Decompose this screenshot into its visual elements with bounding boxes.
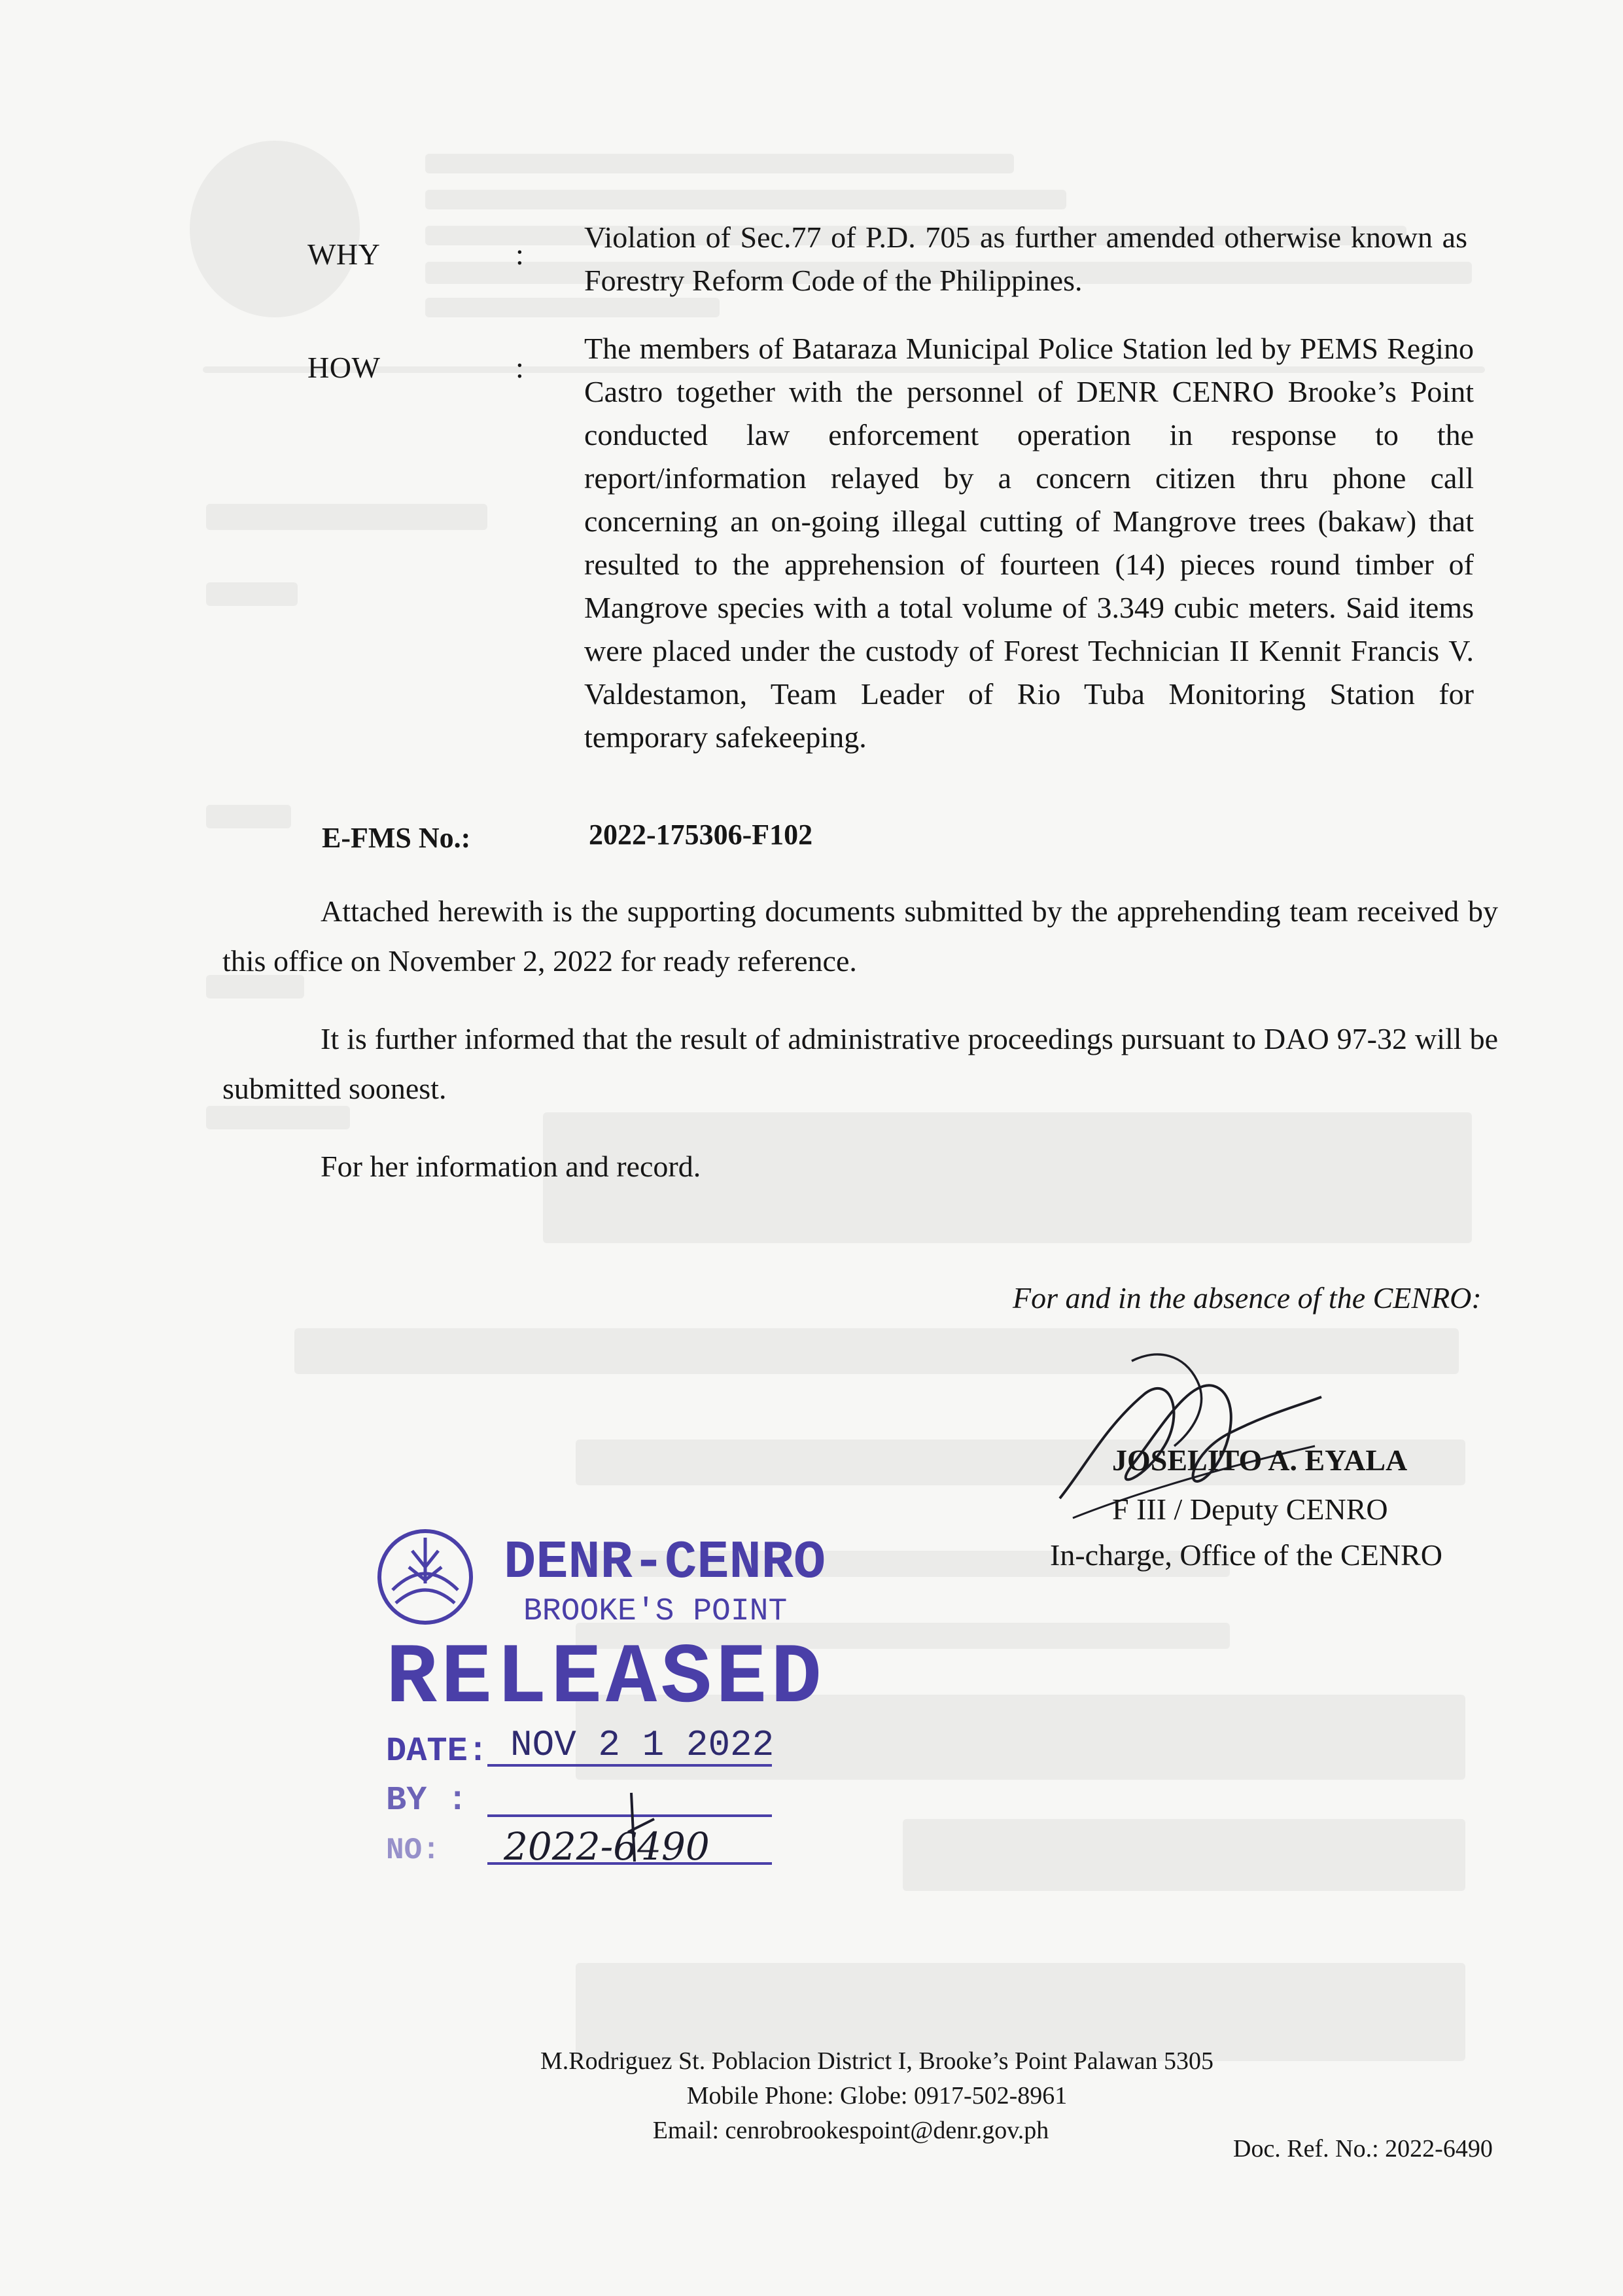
stamp-date-value: NOV 2 1 2022 <box>510 1724 775 1766</box>
stamp-by-label: BY : <box>386 1781 468 1820</box>
stamp-status: RELEASED <box>386 1631 826 1727</box>
released-stamp <box>373 1505 844 1871</box>
how-label: HOW <box>307 351 381 384</box>
stamp-agency: DENR-CENRO <box>504 1532 826 1593</box>
signatory-office: In-charge, Office of the CENRO <box>1050 1538 1442 1572</box>
stamp-no-label: NO: <box>386 1833 440 1867</box>
footer-email: Email: cenrobrookespoint@denr.gov.ph <box>652 2117 1049 2144</box>
signatory-preface: For and in the absence of the CENRO: <box>1013 1281 1482 1315</box>
body-paragraph-information: For her information and record. <box>321 1150 701 1183</box>
stamp-location: BROOKE'S POINT <box>523 1594 788 1629</box>
doc-ref-number: Doc. Ref. No.: 2022-6490 <box>1233 2135 1493 2163</box>
body-paragraph-further: It is further informed that the result of administrative proceedings pursuant to DAO 97-32 will be submitted soonest. <box>222 1022 1498 1105</box>
footer-phone: Mobile Phone: Globe: 0917-502-8961 <box>686 2082 1068 2110</box>
stamp-handwritten-ref: 2022-6490 <box>504 1824 710 1869</box>
signatory-title: F III / Deputy CENRO <box>1112 1492 1388 1526</box>
body-paragraph-attached: Attached herewith is the supporting documents submitted by the apprehending team received by this office on November 2, 2022 for ready reference. <box>222 894 1498 978</box>
footer-address: M.Rodriguez St. Poblacion District I, Brooke’s Point Palawan 5305 <box>540 2047 1214 2075</box>
signatory-name: JOSELITO A. EYALA <box>1112 1443 1408 1477</box>
why-label: WHY <box>307 238 381 271</box>
stamp-date-label: DATE: <box>386 1732 489 1771</box>
efms-number: 2022-175306-F102 <box>589 819 813 851</box>
why-colon: : <box>515 238 524 271</box>
how-text: The members of Bataraza Municipal Police Station led by PEMS Regino Castro together with the personnel of DENR CENRO Brooke’s Point conducted law enforcement operation in response to the report/information relayed by a concern citizen thru phone call concerning an on-going illegal cutting of Mangrove trees (bakaw) that resulted to the apprehension of fourteen (14) pieces round timber of Mangrove species with a total volume of 3.349 cubic meters. Said items were placed under the custody of Forest Technician II Kennit Francis V. Valdestamon, Team Leader of Rio Tuba Monitoring Station for temporary safekeeping. <box>584 332 1474 754</box>
efms-label: E-FMS No.: <box>322 822 471 854</box>
how-colon: : <box>515 351 524 384</box>
why-text: Violation of Sec.77 of P.D. 705 as further amended otherwise known as Forestry Reform Code of the Philippines. <box>584 221 1467 297</box>
